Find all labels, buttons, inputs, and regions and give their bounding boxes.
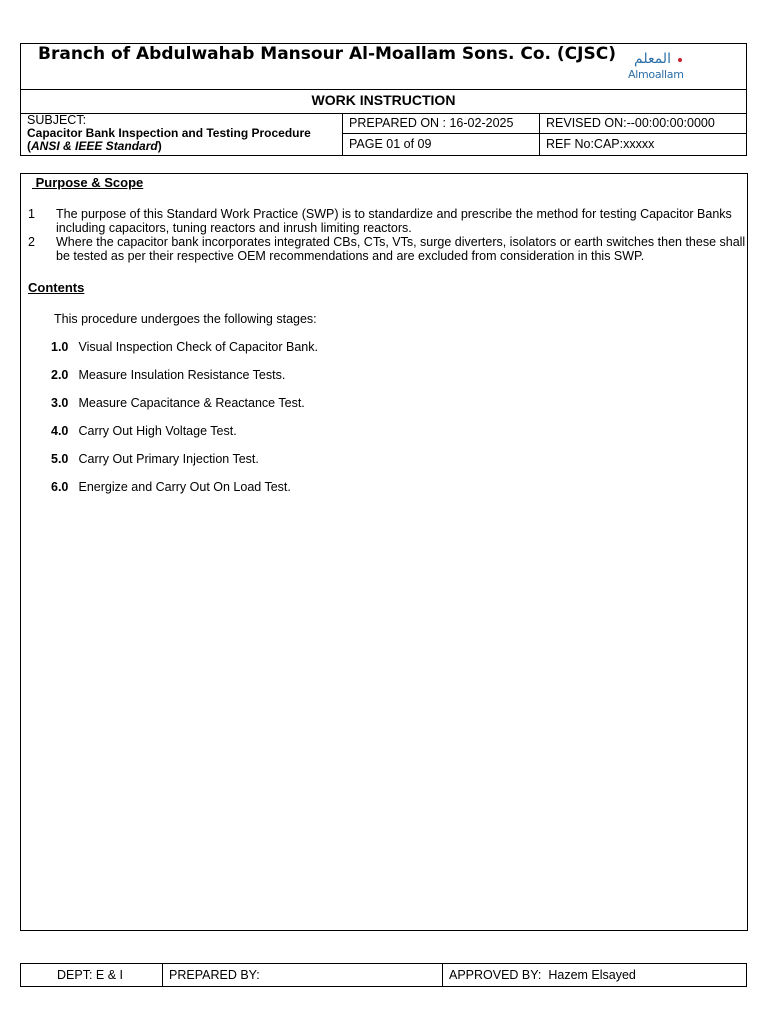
prepared-on: PREPARED ON : 16-02-2025 xyxy=(349,116,514,130)
stage-text: Carry Out Primary Injection Test. xyxy=(78,452,259,466)
ref-no-cell xyxy=(540,134,746,155)
footer-dept-cell xyxy=(21,964,163,986)
stage-number: 6.0 xyxy=(51,480,69,494)
contents-intro: This procedure undergoes the following stages: xyxy=(54,312,317,326)
stage-number: 3.0 xyxy=(51,396,69,410)
contents-heading: Contents xyxy=(28,280,85,295)
document-footer xyxy=(20,963,747,987)
stage-text: Carry Out High Voltage Test. xyxy=(78,424,237,438)
logo-dot-icon xyxy=(678,58,682,62)
stage-item xyxy=(51,452,259,466)
stage-text: Measure Insulation Resistance Tests. xyxy=(78,368,286,382)
document-header xyxy=(20,43,747,156)
page-number: PAGE 01 of 09 xyxy=(349,137,432,151)
prepared-on-cell xyxy=(343,113,540,134)
stage-item xyxy=(51,424,237,438)
footer-prepared-by: PREPARED BY: xyxy=(169,968,260,982)
subject-label: SUBJECT: xyxy=(27,113,87,127)
company-row xyxy=(21,44,746,90)
stage-number: 4.0 xyxy=(51,424,69,438)
footer-dept: DEPT: E & I xyxy=(57,968,123,982)
footer-approved-by: APPROVED BY: Hazem Elsayed xyxy=(449,968,636,982)
subject-close: ) xyxy=(157,139,162,153)
item-text: The purpose of this Standard Work Practice (SWP) is to standardize and prescribe the method for testing Capacitor Banks including capacitors, tuning reactors and inrush limiting reactors. xyxy=(56,207,732,235)
company-name: Branch of Abdulwahab Mansour Al-Moallam Sons. Co. (CJSC) xyxy=(38,44,616,64)
company-logo xyxy=(625,44,684,89)
stage-number: 2.0 xyxy=(51,368,69,382)
footer-prepared-cell xyxy=(163,964,443,986)
subject-cell xyxy=(21,113,343,155)
logo-latin-text: Almoallam xyxy=(628,68,684,81)
stage-item xyxy=(51,340,318,354)
footer-approved-cell xyxy=(443,964,746,986)
stage-text: Visual Inspection Check of Capacitor Bank. xyxy=(78,340,318,354)
ref-no: REF No:CAP:xxxxx xyxy=(546,137,655,151)
subject-standard: ANSI & IEEE Standard xyxy=(31,139,158,153)
subject-text xyxy=(27,127,327,153)
stage-text: Measure Capacitance & Reactance Test. xyxy=(78,396,305,410)
stage-item xyxy=(51,480,291,494)
item-number: 2 xyxy=(28,235,35,249)
document-body xyxy=(20,173,748,931)
doc-type-row xyxy=(21,89,746,114)
purpose-heading: Purpose & Scope xyxy=(32,175,144,190)
stage-number: 5.0 xyxy=(51,452,69,466)
subject-main: Capacitor Bank Inspection and Testing Procedure ( xyxy=(27,126,311,153)
doc-type-title: WORK INSTRUCTION xyxy=(311,92,456,108)
logo-arabic-text: المعلم xyxy=(634,51,671,67)
stage-item xyxy=(51,396,305,410)
item-text: Where the capacitor bank incorporates integrated CBs, CTs, VTs, surge diverters, isolators or earth switches then these shall be tested as per their respective OEM recommendations and are excluded from consideration in this SWP. xyxy=(56,235,746,263)
stage-number: 1.0 xyxy=(51,340,69,354)
stage-item xyxy=(51,368,285,382)
item-number: 1 xyxy=(28,207,35,221)
stage-text: Energize and Carry Out On Load Test. xyxy=(78,480,291,494)
revised-on: REVISED ON:--00:00:00:0000 xyxy=(546,116,715,130)
page-info-cell xyxy=(343,134,540,155)
revised-on-cell xyxy=(540,113,746,134)
